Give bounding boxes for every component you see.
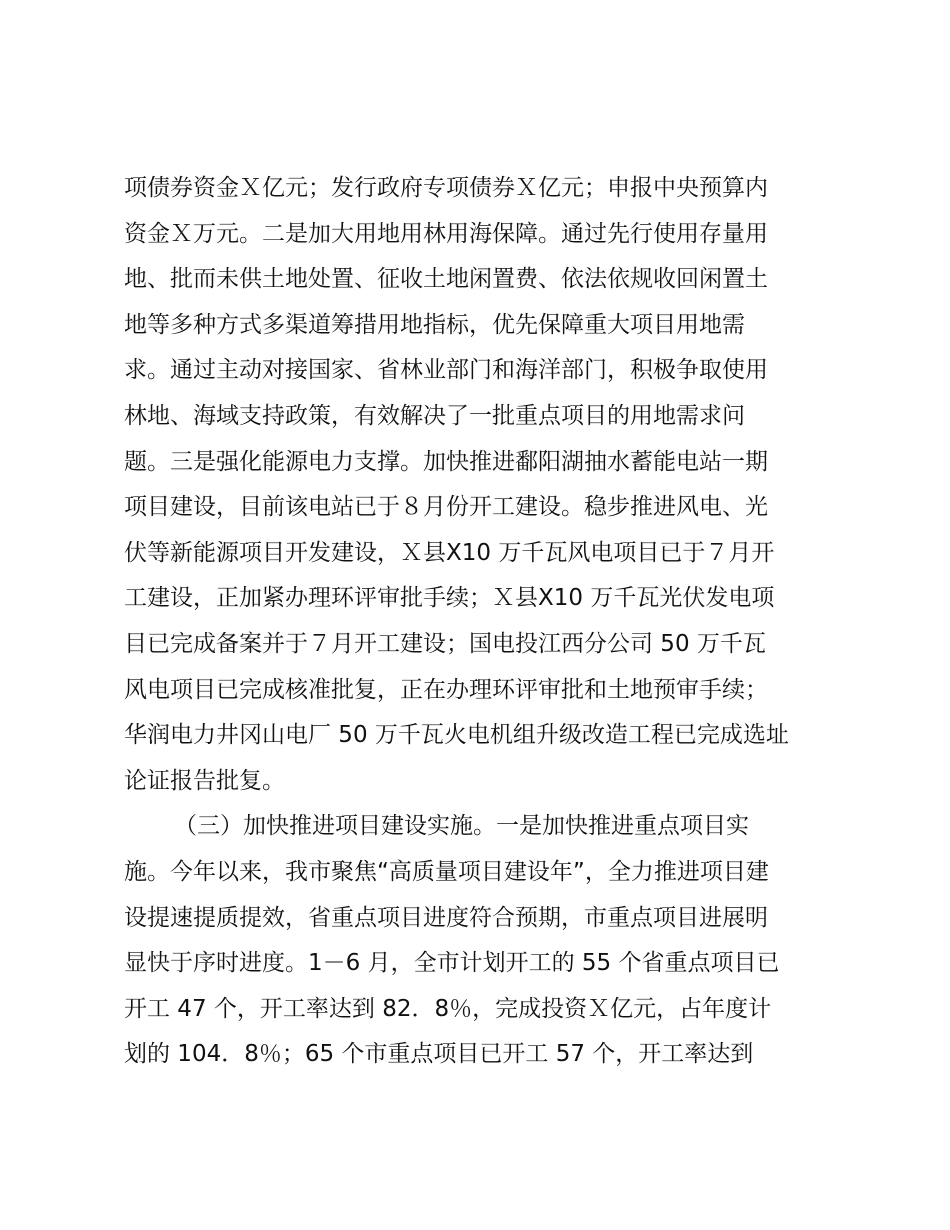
text-line: 显快于序时进度。1－6 月，全市计划开工的 55 个省重点项目已	[124, 950, 780, 977]
text-line: 地、批而未供土地处置、征收土地闲置费、依法依规收回闲置土	[124, 266, 768, 293]
text-line: 开工 47 个，开工率达到 82．8％，完成投资Ｘ亿元，占年度计	[124, 995, 772, 1022]
text-line: 林地、海域支持政策，有效解决了一批重点项目的用地需求问	[124, 402, 745, 429]
text-line: 求。通过主动对接国家、省林业部门和海洋部门，积极争取使用	[124, 357, 768, 384]
body-text	[124, 166, 844, 1078]
text-line: 伏等新能源项目开发建设，Ｘ县X10 万千瓦风电项目已于７月开	[124, 539, 775, 566]
text-line: 资金Ｘ万元。二是加大用地用林用海保障。通过先行使用存量用	[124, 220, 768, 247]
section-heading-line: （三）加快推进项目建设实施。一是加快推进重点项目实	[174, 813, 749, 840]
text-line: 项目建设，目前该电站已于８月份开工建设。稳步推进风电、光	[124, 494, 768, 521]
text-line: 工建设，正加紧办理环评审批手续；Ｘ县X10 万千瓦光伏发电项	[124, 585, 775, 612]
text-line: 划的 104．8％；65 个市重点项目已开工 57 个，开工率达到	[124, 1041, 754, 1068]
text-line: 华润电力井冈山电厂 50 万千瓦火电机组升级改造工程已完成选址	[124, 722, 789, 749]
text-line: 论证报告批复。	[124, 767, 285, 794]
text-line: 项债券资金Ｘ亿元；发行政府专项债券Ｘ亿元；申报中央预算内	[124, 175, 768, 201]
text-line: 风电项目已完成核准批复，正在办理环评审批和土地预审手续；	[124, 676, 768, 703]
text-line: 地等多种方式多渠道筹措用地指标，优先保障重大项目用地需	[124, 311, 745, 338]
text-line: 题。三是强化能源电力支撑。加快推进鄱阳湖抽水蓄能电站一期	[124, 448, 768, 475]
text-line: 施。今年以来，我市聚焦“高质量项目建设年”，全力推进项目建	[124, 858, 769, 885]
text-line: 目已完成备案并于７月开工建设；国电投江西分公司 50 万千瓦	[124, 630, 766, 657]
text-line: 设提速提质提效，省重点项目进度符合预期，市重点项目进展明	[124, 904, 768, 931]
